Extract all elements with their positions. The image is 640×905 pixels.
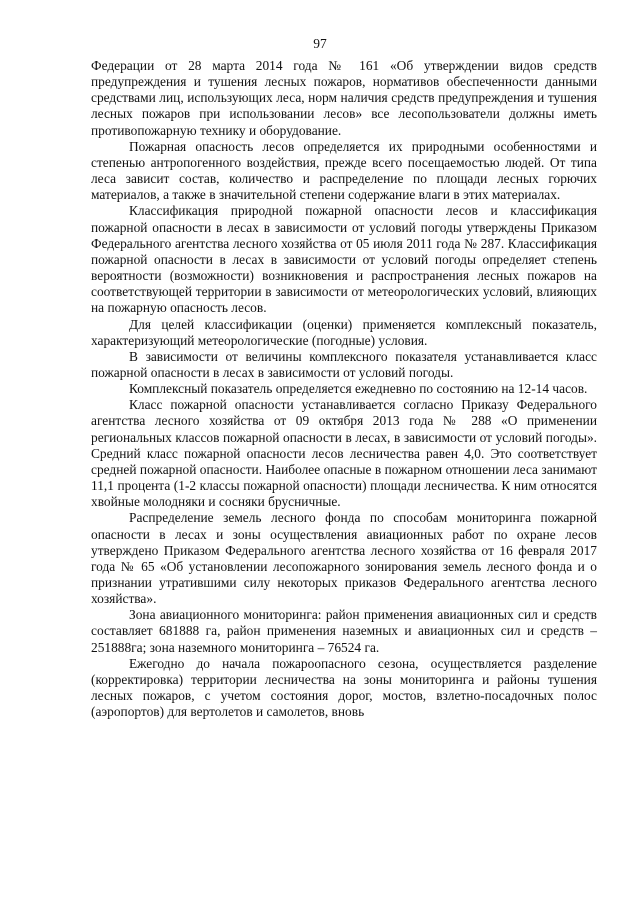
page-body bbox=[91, 58, 597, 720]
paragraph-complex-index: Для целей классификации (оценки) применяется комплексный показатель, характеризующий метеорологические (погодные) условия. bbox=[91, 316, 597, 348]
paragraph-fire-danger: Пожарная опасность лесов определяется их природными особенностями и степенью антропогенного воздействия, прежде всего посещаемостью людей. От типа леса зависит состав, количество и распределение по площади лесных горючих материалов, а также в значительной степени содержание влаги в этих материалах. bbox=[91, 138, 597, 203]
paragraph-aviation-zone: Зона авиационного мониторинга: район применения авиационных сил и средств составляет 681888 га, район применения наземных и авиационных сил и средств – 251888га; зона наземного мониторинга – 76524 га. bbox=[91, 607, 597, 655]
paragraph-classification: Классификация природной пожарной опасности лесов и классификация пожарной опасности в лесах в зависимости от условий погоды утверждены Приказом Федерального агентства лесного хозяйства от 05 июля 2011 года № 287. Классификация пожарной опасности в лесах в зависимости от условий погоды определяет степень вероятности (возможности) возникновения и распространения лесных пожаров на соответствующей территории в зависимости от метеорологических условий, влияющих на пожарную опасность лесов. bbox=[91, 203, 597, 316]
paragraph-class-by-index: В зависимости от величины комплексного показателя устанавливается класс пожарной опасности в лесах в зависимости от условий погоды. bbox=[91, 348, 597, 380]
paragraph-annual-division: Ежегодно до начала пожароопасного сезона, осуществляется разделение (корректировка) территории лесничества на зоны мониторинга и районы тушения лесных пожаров, с учетом состояния дорог, мостов, взлетно-посадочных полос (аэропортов) для вертолетов и самолетов, вновь bbox=[91, 655, 597, 720]
paragraph-fire-class: Класс пожарной опасности устанавливается согласно Приказу Федерального агентства лесного хозяйства от 09 октября 2013 года № 288 «О применении региональных классов пожарной опасности в лесах, в зависимости от условий погоды». Средний класс пожарной опасности лесов лесничества равен 4,0. Это соответствует средней пожарной опасности. Наиболее опасные в пожарном отношении леса занимают 11,1 процента (1-2 классы пожарной опасности) площади лесничества. К ним относятся хвойные молодняки и сосняки брусничные. bbox=[91, 397, 597, 510]
paragraph-continuation: Федерации от 28 марта 2014 года № 161 «Об утверждении видов средств предупреждения и тушения лесных пожаров, нормативов обеспеченности данными средствами лиц, использующих леса, норм наличия средств предупреждения и тушения лесных пожаров при использовании лесов» все лесопользователи должны иметь противопожарную технику и оборудование. bbox=[91, 58, 597, 138]
page-number: 97 bbox=[313, 36, 327, 51]
paragraph-daily-index: Комплексный показатель определяется ежедневно по состоянию на 12-14 часов. bbox=[129, 381, 588, 397]
paragraph-monitoring-zones: Распределение земель лесного фонда по способам мониторинга пожарной опасности в лесах и зоны осуществления авиационных работ по охране лесов утверждено Приказом Федерального агентства лесного хозяйства от 16 февраля 2017 года № 65 «Об установлении лесопожарного зонирования земель лесного фонда и о признании утратившими силу некоторых приказов Федерального агентства лесного хозяйства». bbox=[91, 510, 597, 607]
